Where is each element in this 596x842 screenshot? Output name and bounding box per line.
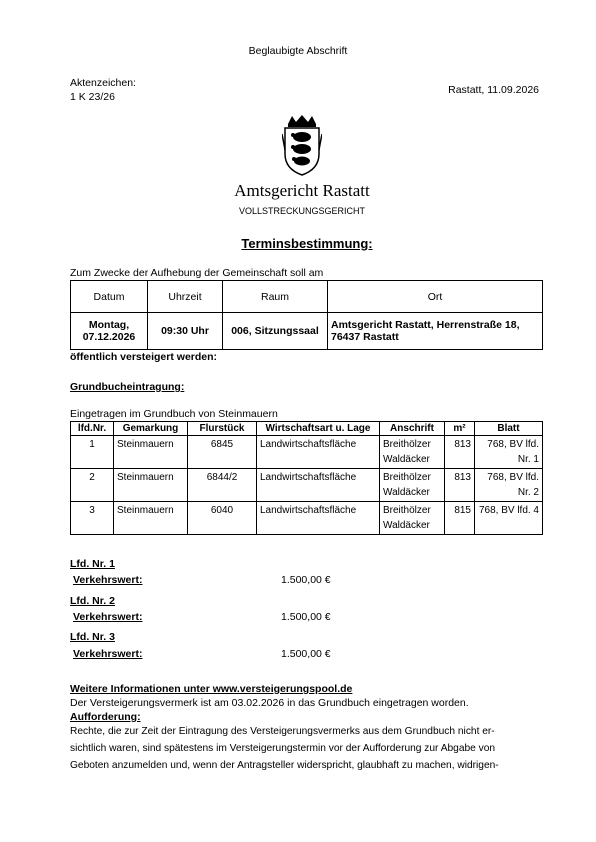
appointment-place: Amtsgericht Rastatt, Herrenstraße 18, 76437 Rastatt: [328, 313, 543, 350]
row-flurstueck: 6844/2: [188, 469, 257, 502]
row-art: Landwirtschaftsfläche: [257, 502, 380, 535]
row-gemarkung: Steinmauern: [114, 436, 188, 469]
land-register-heading: Grundbucheintragung:: [70, 381, 185, 393]
demand-heading: Aufforderung:: [70, 711, 141, 723]
row-nr: 3: [71, 502, 114, 535]
appointment-room: 006, Sitzungssaal: [223, 313, 328, 350]
row-art: Landwirtschaftsfläche: [257, 469, 380, 502]
col-flurstueck: Flurstück: [188, 422, 257, 436]
coat-of-arms-icon: [282, 114, 322, 176]
row-blatt: 768, BV lfd. 4: [475, 502, 543, 535]
file-ref-label: Aktenzeichen:: [70, 77, 136, 89]
header-place: Ort: [328, 281, 543, 313]
col-anschrift: Anschrift: [380, 422, 445, 436]
row-m2: 813: [445, 469, 475, 502]
intro-text: Zum Zwecke der Aufhebung der Gemeinschaft soll am: [70, 267, 324, 279]
row-nr: 2: [71, 469, 114, 502]
row-m2: 813: [445, 436, 475, 469]
file-ref: 1 K 23/26: [70, 91, 115, 103]
valuation-value-label-3: Verkehrswert:: [73, 648, 143, 660]
valuation-label-2: Lfd. Nr. 2: [70, 595, 115, 607]
col-nr: lfd.Nr.: [71, 422, 114, 436]
valuation-label-1: Lfd. Nr. 1: [70, 558, 115, 570]
row-anschrift: Breithölzer Waldäcker: [380, 469, 445, 502]
appointment-table: [70, 280, 543, 350]
valuation-value-label-1: Verkehrswert:: [73, 574, 143, 586]
table-row: [71, 469, 543, 502]
row-blatt: 768, BV lfd. Nr. 2: [475, 469, 543, 502]
registration-note: Der Versteigerungsvermerk ist am 03.02.2026 in das Grundbuch eingetragen worden.: [70, 697, 469, 709]
row-art: Landwirtschaftsfläche: [257, 436, 380, 469]
row-gemarkung: Steinmauern: [114, 469, 188, 502]
col-m2: m²: [445, 422, 475, 436]
row-nr: 1: [71, 436, 114, 469]
row-gemarkung: Steinmauern: [114, 502, 188, 535]
col-gemarkung: Gemarkung: [114, 422, 188, 436]
land-register-subtitle: Eingetragen im Grundbuch von Steinmauern: [70, 408, 278, 420]
col-art: Wirtschaftsart u. Lage: [257, 422, 380, 436]
row-blatt: 768, BV lfd. Nr. 1: [475, 436, 543, 469]
header-date: Datum: [71, 281, 148, 313]
more-info-link[interactable]: Weitere Informationen unter www.versteigerungspool.de: [70, 683, 353, 695]
copy-note: Beglaubigte Abschrift: [248, 45, 348, 57]
header-time: Uhrzeit: [148, 281, 223, 313]
appointment-time: 09:30 Uhr: [148, 313, 223, 350]
valuation-value-3: 1.500,00 €: [281, 648, 331, 660]
row-anschrift: Breithölzer Waldäcker: [380, 436, 445, 469]
court-department: VOLLSTRECKUNGSGERICHT: [238, 206, 366, 216]
valuation-value-label-2: Verkehrswert:: [73, 611, 143, 623]
court-name: Amtsgericht Rastatt: [234, 181, 370, 200]
valuation-value-2: 1.500,00 €: [281, 611, 331, 623]
appointment-date: Montag, 07.12.2026: [71, 313, 148, 350]
row-m2: 815: [445, 502, 475, 535]
valuation-label-3: Lfd. Nr. 3: [70, 631, 115, 643]
row-flurstueck: 6845: [188, 436, 257, 469]
auction-note: öffentlich versteigert werden:: [70, 351, 218, 363]
place-date: Rastatt, 11.09.2026: [448, 84, 539, 96]
demand-paragraph: Rechte, die zur Zeit der Eintragung des Versteigerungsvermerks aus dem Grundbuch nicht er- sichtlich waren, sind spätestens im Versteigerungstermin vor der Aufforderung zur Abgabe von Geboten anzumelden und, wenn der Antragsteller widerspricht, glaubhaft zu machen, widrigen-: [70, 726, 499, 771]
land-register-table: [70, 421, 543, 535]
row-anschrift: Breithölzer Waldäcker: [380, 502, 445, 535]
table-row: [71, 502, 543, 535]
header-room: Raum: [223, 281, 328, 313]
page-title: Terminsbestimmung:: [241, 236, 373, 251]
table-row: [71, 436, 543, 469]
valuation-value-1: 1.500,00 €: [281, 574, 331, 586]
col-blatt: Blatt: [475, 422, 543, 436]
row-flurstueck: 6040: [188, 502, 257, 535]
